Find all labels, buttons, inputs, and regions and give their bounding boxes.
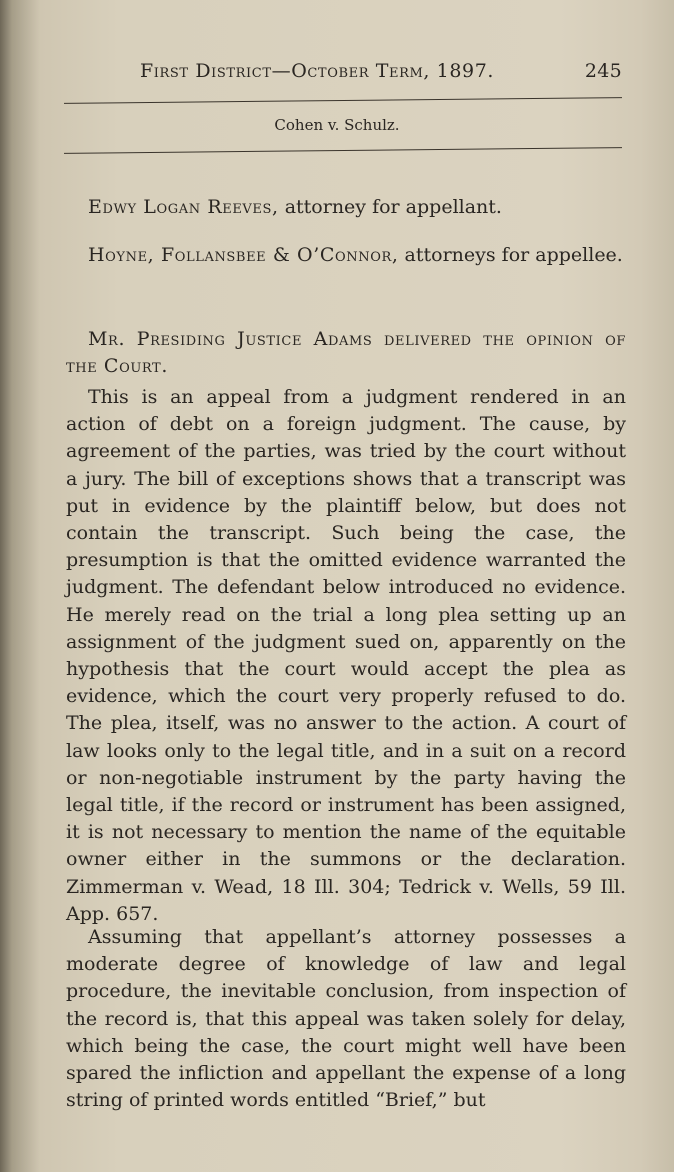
attorneys-for-appellee: [66, 242, 626, 269]
appellant-attorney-role: attorney for appellant.: [284, 196, 502, 218]
page-number: 245: [584, 60, 622, 82]
opinion-paragraph-1: This is an appeal from a judgment rendered in an action of debt on a foreign judgment. The cause, by agreement of the parties, was tried by the court without a jury. The bill of exceptions shows that a transcript was put in evidence by the plaintiff below, but does not contain the transcript. Such being the case, the presumption is that the omitted evidence warranted the judgment. The defendant below introduced no evidence. He merely read on the trial a long plea setting up an assignment of the judgment sued on, apparently on the hypothesis that the court would accept the plea as evidence, which the court very properly refused to do. The plea, itself, was no answer to the action. A court of law looks only to the legal title, and in a suit on a record or non-negotiable instrument by the party having the legal title, if the record or instrument has been assigned, it is not necessary to mention the name of the equitable owner either in the summons or the declaration. Zimmerman v. Wead, 18 Ill. 304; Tedrick v. Wells, 59 Ill. App. 657.: [66, 386, 626, 925]
header-rule-bottom: [64, 147, 622, 154]
header-rule-top: [64, 97, 622, 104]
case-name: Cohen v. Schulz.: [274, 116, 400, 134]
attorney-for-appellant: [88, 194, 628, 221]
opinion-paragraph-2: Assuming that appellant’s attorney possesses a moderate degree of knowledge of law and legal procedure, the inevitable conclusion, from inspection of the record is, that this appeal was taken solely for delay, which being the case, the court might well have been spared the infliction and appellant the expense of a long string of printed words entitled “Brief,” but: [66, 926, 626, 1112]
opinion-heading: Mr. Presiding Justice Adams delivered the opinion of the Court.: [66, 328, 626, 378]
appellee-attorney-role: attorneys for appellee.: [404, 244, 623, 266]
running-head: [140, 60, 630, 90]
appellant-attorney-name: Edwy Logan Reeves,: [88, 196, 279, 218]
appellee-attorney-names: Hoyne, Follansbee & O’Connor,: [88, 244, 399, 266]
running-head-title: First District—October Term, 1897.: [140, 60, 495, 82]
